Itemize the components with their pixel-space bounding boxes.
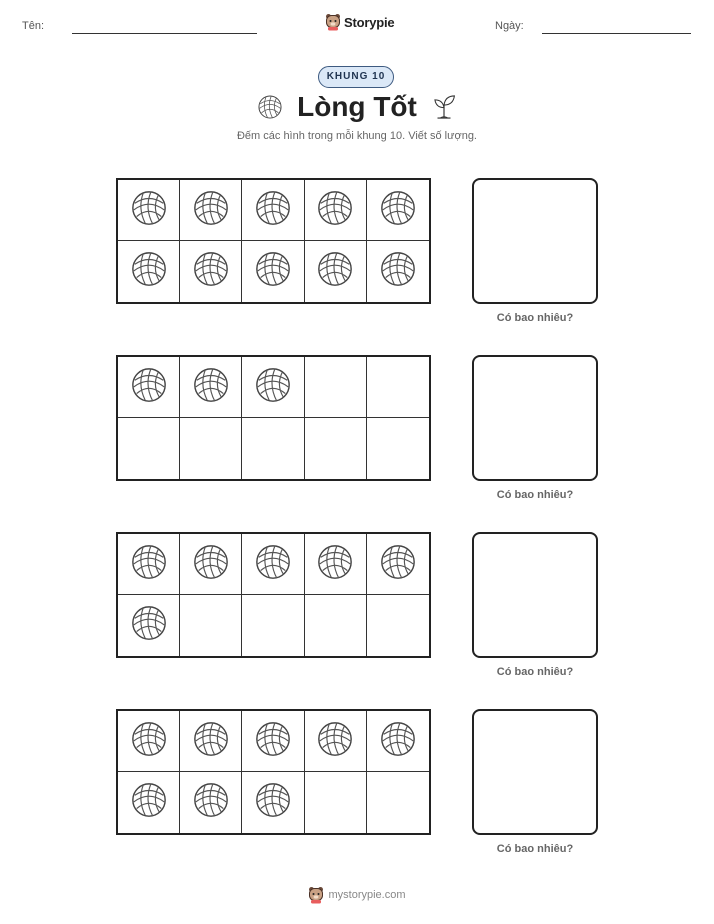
yarn-ball-icon [254,543,292,586]
ten-frame-1 [116,178,431,304]
yarn-ball-icon [379,250,417,293]
yarn-ball-icon [192,250,230,293]
answer-box-2[interactable] [472,355,598,481]
name-line [72,33,257,34]
frame-cell [305,241,367,302]
brand-logo [325,13,394,31]
bear-mascot-icon [308,886,324,904]
yarn-ball-icon [130,720,168,763]
yarn-ball-icon [130,366,168,409]
frame-cell [242,418,304,479]
count-prompt-1: Có bao nhiêu? [496,312,574,324]
frame-cell [305,180,367,241]
frame-cell [180,418,242,479]
frame-cell [367,418,429,479]
frame-cell [242,180,304,241]
yarn-ball-icon [130,189,168,232]
yarn-ball-icon [379,543,417,586]
yarn-ball-icon [316,189,354,232]
frame-cell [118,534,180,595]
yarn-ball-icon [192,781,230,824]
frame-cell [118,180,180,241]
frame-cell [118,772,180,833]
frame-cell [180,357,242,418]
yarn-ball-icon [254,189,292,232]
ten-frame-4 [116,709,431,835]
answer-box-3[interactable] [472,532,598,658]
yarn-ball-icon [254,250,292,293]
frame-cell [180,180,242,241]
yarn-ball-icon [316,543,354,586]
frame-cell [242,534,304,595]
frame-cell [118,357,180,418]
answer-box-1[interactable] [472,178,598,304]
frame-cell [180,711,242,772]
yarn-ball-icon [130,543,168,586]
yarn-ball-icon [379,189,417,232]
frame-cell [367,180,429,241]
frame-cell [180,595,242,656]
instructions: Đếm các hình trong mỗi khung 10. Viết số lượng. [236,130,477,142]
frame-cell [180,772,242,833]
frame-cell [242,711,304,772]
frame-cell [305,357,367,418]
frame-cell [367,711,429,772]
frame-cell [118,595,180,656]
frame-cell [118,711,180,772]
yarn-ball-icon [130,250,168,293]
bear-mascot-icon [325,13,341,31]
frame-cell [367,772,429,833]
frame-cell [367,241,429,302]
frame-cell [305,595,367,656]
count-prompt-3: Có bao nhiêu? [496,666,574,678]
frame-cell [242,772,304,833]
yarn-ball-icon [316,250,354,293]
yarn-ball-icon [130,781,168,824]
yarn-ball-icon [316,720,354,763]
frame-cell [118,418,180,479]
footer-url: mystorypie.com [328,889,406,901]
frame-cell [242,241,304,302]
yarn-ball-icon [254,720,292,763]
date-label: Ngày: [495,20,524,32]
yarn-ball-icon [257,94,283,120]
frame-cell [305,711,367,772]
answer-box-4[interactable] [472,709,598,835]
frame-cell [118,241,180,302]
frame-cell [242,595,304,656]
worksheet-badge: KHUNG 10 [318,66,394,88]
footer [0,886,714,904]
yarn-ball-icon [130,604,168,647]
ten-frame-3 [116,532,431,658]
yarn-ball-icon [254,781,292,824]
date-line [542,33,691,34]
frame-cell [305,534,367,595]
frame-cell [305,418,367,479]
count-prompt-2: Có bao nhiêu? [496,489,574,501]
frame-cell [180,241,242,302]
name-label: Tên: [22,20,45,32]
title-row [0,88,714,126]
yarn-ball-icon [254,366,292,409]
frame-cell [242,357,304,418]
yarn-ball-icon [192,720,230,763]
count-prompt-4: Có bao nhiêu? [496,843,574,855]
ten-frame-2 [116,355,431,481]
brand-name: Storypie [344,14,395,30]
frame-cell [367,595,429,656]
page-title: Lòng Tốt [297,91,417,122]
frame-cell [367,357,429,418]
frame-cell [180,534,242,595]
yarn-ball-icon [192,189,230,232]
frame-cell [367,534,429,595]
sprout-icon [431,93,457,121]
yarn-ball-icon [192,543,230,586]
yarn-ball-icon [379,720,417,763]
yarn-ball-icon [192,366,230,409]
frame-cell [305,772,367,833]
